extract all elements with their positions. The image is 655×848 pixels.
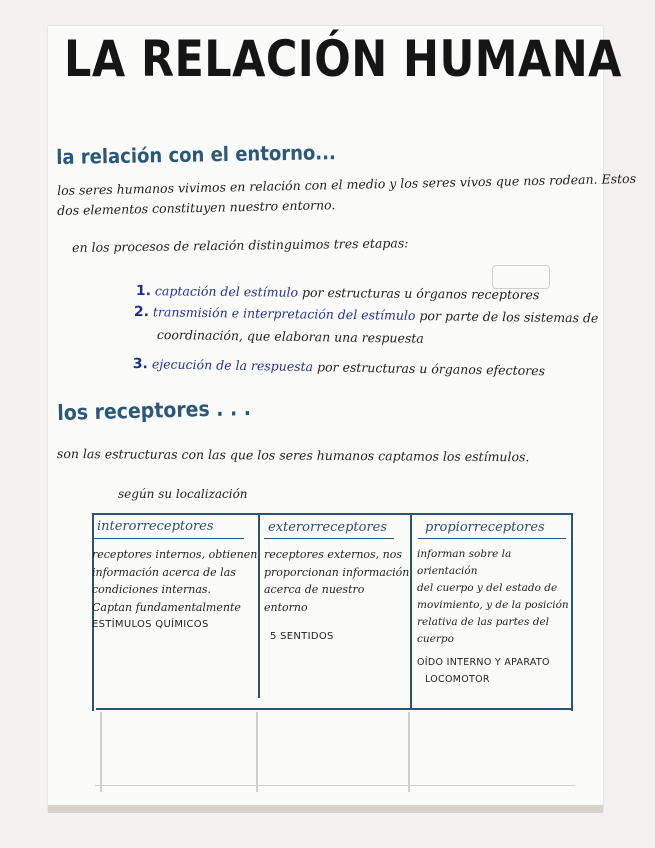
section-heading-receptores: los receptores . . .: [57, 395, 252, 425]
cell-line: informan sobre la orientación: [417, 548, 512, 577]
page-edge: [48, 805, 603, 813]
cell-line: cuerpo: [417, 633, 454, 645]
cell-line: información acerca de las: [92, 565, 236, 579]
header-underline: [264, 538, 394, 539]
table-subtitle: según su localización: [118, 487, 248, 501]
table-divider: [410, 513, 412, 708]
section-heading-entorno: la relación con el entorno...: [56, 140, 336, 169]
cell-line: Captan fundamentalmente: [92, 600, 241, 614]
header-underline: [94, 538, 244, 539]
column-header-exterorreceptores: exterorreceptores: [268, 520, 388, 535]
cell-line: receptores externos, nos: [264, 548, 403, 561]
page-title: LA RELACIÓN HUMANA: [64, 30, 622, 88]
bleed-through-mark: [408, 712, 410, 792]
cell-line: acerca de nuestro entorno: [264, 583, 365, 614]
cell-line: movimiento, y de la posición: [417, 599, 569, 611]
bleed-through-mark: [100, 712, 102, 792]
header-underline: [418, 538, 566, 539]
step-title: captación del estímulo: [154, 283, 299, 300]
step-detail: por parte de los sistemas de: [419, 307, 599, 326]
table-bottom-border: [96, 708, 571, 710]
receptores-intro: son las estructuras con las que los seres humanos captamos los estímulos.: [56, 446, 530, 465]
step-title: ejecución de la respuesta: [151, 356, 314, 375]
table-divider: [258, 513, 260, 698]
column-body-propiorreceptores: [417, 546, 573, 688]
cell-line: del cuerpo y del estado de: [417, 582, 558, 594]
cell-caps-line: LOCOMOTOR: [425, 674, 490, 685]
step-title: transmisión e interpretación del estímulo: [152, 304, 416, 323]
step-number: 2.: [133, 304, 150, 321]
bleed-through-box: [492, 265, 550, 289]
column-header-propiorreceptores: propiorreceptores: [425, 520, 545, 535]
bleed-through-mark: [95, 785, 575, 786]
cell-line: relativa de las partes del: [417, 616, 550, 628]
cell-caps-line: ESTÍMULOS QUÍMICOS: [92, 619, 209, 630]
column-body-interorreceptores: [92, 546, 258, 634]
step-detail: por estructuras u órganos receptores: [301, 284, 540, 303]
step-number: 3.: [132, 356, 149, 373]
bleed-through-mark: [256, 712, 258, 792]
cell-caps-line: OÍDO INTERNO Y APARATO: [417, 657, 550, 668]
step-detail: por estructuras u órganos efectores: [316, 359, 546, 379]
process-intro: en los procesos de relación distinguimos tres etapas:: [72, 235, 409, 255]
step-number: 1.: [135, 283, 152, 300]
intro-text-line: dos elementos constituyen nuestro entorno.: [57, 197, 336, 218]
cell-line: condiciones internas.: [92, 583, 212, 596]
cell-caps-line: 5 SENTIDOS: [270, 631, 334, 642]
table-top-border: [92, 513, 573, 515]
step-2-continuation: coordinación, que elaboran una respuesta: [156, 327, 424, 346]
intro-text-line: los seres humanos vivimos en relación con el medio y los seres vivos que nos rodean. Estos: [57, 170, 637, 198]
cell-line: receptores internos, obtienen: [92, 548, 258, 561]
cell-line: proporcionan información: [264, 565, 410, 579]
column-header-interorreceptores: interorreceptores: [97, 519, 214, 534]
column-body-exterorreceptores: [264, 546, 410, 646]
